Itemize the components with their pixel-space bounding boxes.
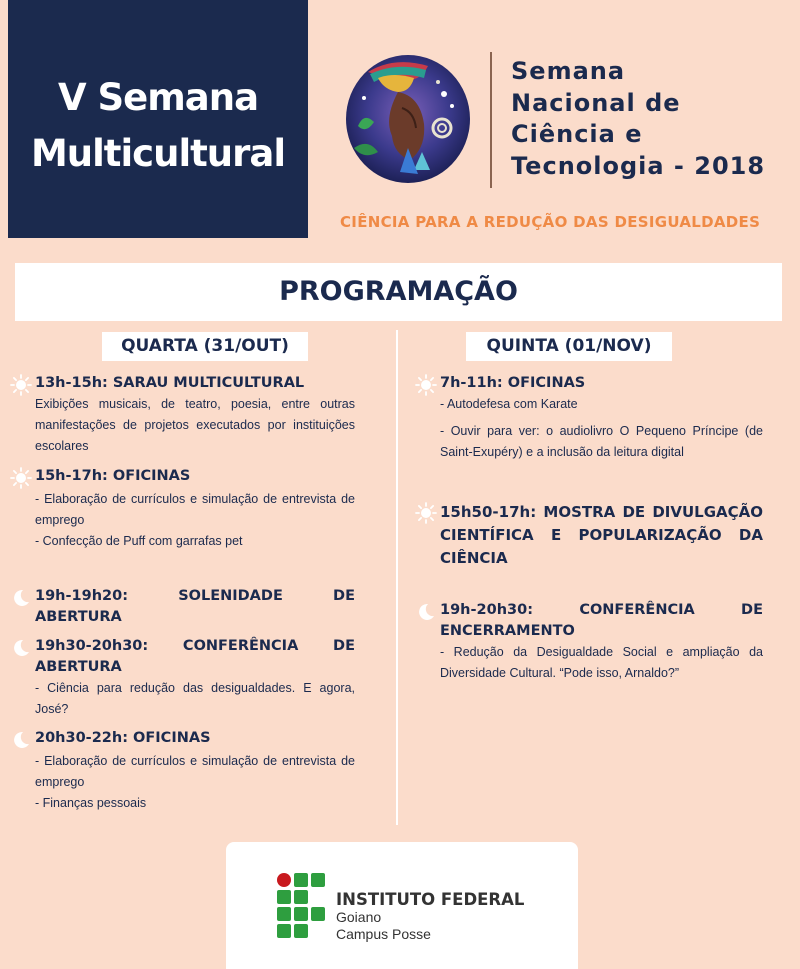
day-header-thursday: QUINTA (01/NOV): [466, 332, 672, 361]
logo-square: [311, 907, 325, 921]
institution-state: Goiano: [336, 909, 382, 925]
event-item: [10, 373, 355, 457]
event-heading: 20h30-22h: OFICINAS: [35, 730, 211, 746]
day-header-wednesday: QUARTA (31/OUT): [102, 332, 308, 361]
event-heading: 19h-20h30: CONFERÊNCIA DE ENCERRAMENTO: [440, 602, 763, 639]
logo-square: [277, 907, 291, 921]
logo-square: [277, 890, 291, 904]
event-description: - Ouvir para ver: o audiolivro O Pequeno Príncipe (de Saint-Exupéry) e a inclusão da leitura digital: [440, 424, 763, 459]
logo-square: [294, 924, 308, 938]
event-item: [10, 586, 355, 628]
event-heading: 15h50-17h: MOSTRA DE DIVULGAÇÃO CIENTÍFICA E POPULARIZAÇÃO DA CIÊNCIA: [440, 503, 763, 567]
event-item: [415, 501, 763, 570]
wednesday-schedule: [10, 373, 355, 814]
event-item: [415, 600, 763, 684]
snct-title: [511, 56, 765, 182]
event-description: - Redução da Desigualdade Social e ampliação da Diversidade Cultural. “Pode isso, Arnaldo?”: [440, 645, 763, 680]
event-item: [10, 728, 355, 814]
sun-icon: [415, 374, 437, 396]
logo-square: [294, 907, 308, 921]
snct-line1: Semana: [511, 57, 626, 85]
programacao-banner: [15, 263, 782, 321]
event-description: - Finanças pessoais: [35, 796, 147, 810]
snct-line3: Ciência e: [511, 120, 643, 148]
logo-square: [294, 873, 308, 887]
event-description: - Elaboração de currículos e simulação de entrevista de emprego: [35, 492, 355, 527]
event-heading: 13h-15h: SARAU MULTICULTURAL: [35, 375, 305, 391]
event-description: Exibições musicais, de teatro, poesia, entre outras manifestações de projetos executados por instituições escolares: [35, 397, 355, 453]
column-divider: [396, 330, 398, 825]
event-description: - Confecção de Puff com garrafas pet: [35, 534, 243, 548]
event-heading: 15h-17h: OFICINAS: [35, 468, 191, 484]
moon-icon: [10, 587, 32, 609]
header-divider: [490, 52, 492, 188]
snct-emblem-image: [344, 52, 472, 186]
event-item: [415, 373, 763, 463]
logo-square: [277, 924, 291, 938]
snct-line4: Tecnologia - 2018: [511, 151, 766, 180]
programacao-title: PROGRAMAÇÃO: [279, 276, 518, 307]
event-item: [10, 466, 355, 552]
sun-icon: [415, 502, 437, 524]
event-heading: 19h30-20h30: CONFERÊNCIA DE ABERTURA: [35, 638, 355, 675]
institution-name: INSTITUTO FEDERAL: [336, 890, 525, 909]
event-heading: 7h-11h: OFICINAS: [440, 375, 586, 391]
event-description: - Autodefesa com Karate: [440, 397, 578, 411]
if-logo-icon: [276, 872, 326, 940]
logo-square: [311, 873, 325, 887]
moon-icon: [415, 601, 437, 623]
event-title-line1: V Semana: [57, 76, 259, 119]
event-description: - Ciência para redução das desigualdades. E agora, José?: [35, 681, 355, 716]
sun-icon: [10, 467, 32, 489]
event-title-box: [8, 0, 308, 238]
moon-icon: [10, 729, 32, 751]
event-description: - Elaboração de currículos e simulação de entrevista de emprego: [35, 754, 355, 789]
logo-square: [294, 890, 308, 904]
moon-icon: [10, 637, 32, 659]
event-heading: 19h-19h20: SOLENIDADE DE ABERTURA: [35, 588, 355, 625]
snct-line2: Nacional de: [511, 88, 681, 117]
sun-icon: [10, 374, 32, 396]
thursday-schedule: [415, 373, 763, 684]
event-title-line2: Multicultural: [30, 132, 286, 175]
institution-logo-card: [226, 842, 578, 969]
event-item: [10, 636, 355, 720]
tagline: CIÊNCIA PARA A REDUÇÃO DAS DESIGUALDADES: [340, 213, 761, 231]
institution-campus: Campus Posse: [336, 926, 431, 942]
